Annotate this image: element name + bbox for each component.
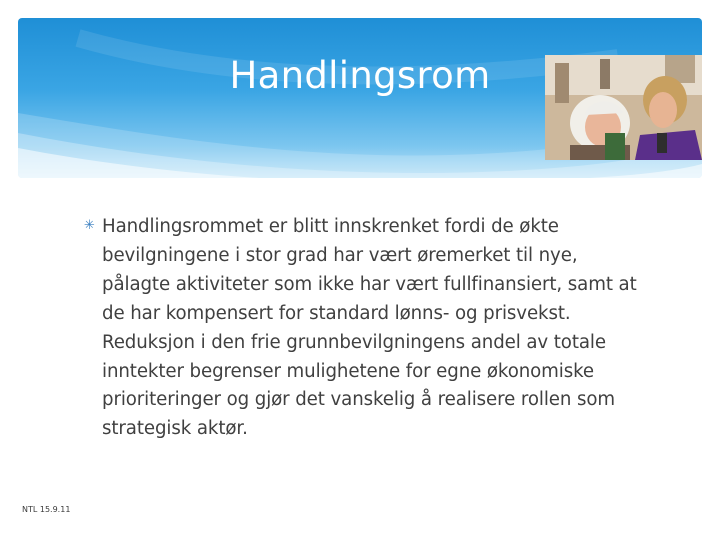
- bullet-list: [84, 213, 644, 444]
- list-item: [84, 213, 644, 444]
- slide-title: Handlingsrom: [229, 54, 491, 97]
- asterisk-bullet-icon: ✳: [84, 218, 95, 233]
- footer-date: NTL 15.9.11: [22, 505, 71, 514]
- meeting-photo: [545, 55, 702, 160]
- bullet-text: Handlingsrommet er blitt innskrenket fordi de økte bevilgningene i stor grad har vært øremerket til nye, pålagte aktiviteter som ikke har vært fullfinansiert, samt at de har kompensert for standard lønns- og prisvekst. Reduksjon i den frie grunnbevilgningens andel av totale inntekter begrenser mulighetene for egne økonomiske prioriteringer og gjør det vanskelig å realisere rollen som strategisk aktør.: [102, 216, 637, 440]
